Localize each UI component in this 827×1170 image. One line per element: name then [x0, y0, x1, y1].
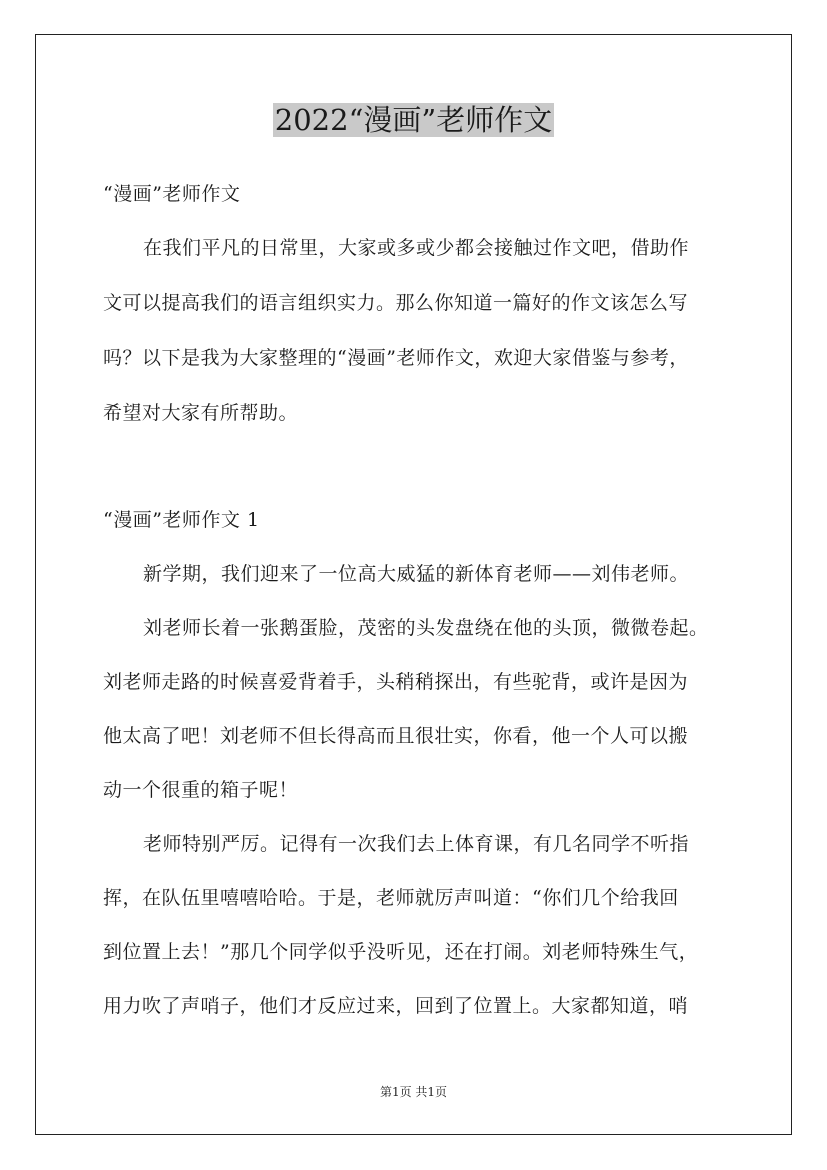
intro-line: 在我们平凡的日常里，大家或多或少都会接触过作文吧，借助作: [143, 237, 690, 259]
body-line: 到位置上去！”那几个同学似乎没听见，还在打闹。刘老师特殊生气，: [103, 941, 699, 963]
intro-line: 吗？以下是我为大家整理的“漫画”老师作文，欢迎大家借鉴与参考，: [103, 347, 689, 369]
intro-line: 希望对大家有所帮助。: [103, 402, 299, 424]
body-line: 用力吹了声哨子，他们才反应过来，回到了位置上。大家都知道，哨: [103, 995, 689, 1017]
section-heading: “漫画”老师作文 1: [103, 509, 260, 531]
document-title-text: 2022“漫画”老师作文: [274, 103, 553, 137]
body-line: 刘老师走路的时候喜爱背着手，头稍稍探出，有些驼背，或许是因为: [103, 671, 689, 693]
page-footer: 第1页 共1页: [379, 1085, 448, 1099]
document-subtitle: “漫画”老师作文: [103, 183, 241, 205]
body-line: 他太高了吧！刘老师不但长得高而且很壮实，你看，他一个人可以搬: [103, 725, 689, 747]
document-title: [0, 100, 827, 140]
body-line: 刘老师长着一张鹅蛋脸，茂密的头发盘绕在他的头顶，微微卷起。: [143, 617, 709, 639]
body-line: 新学期，我们迎来了一位高大威猛的新体育老师——刘伟老师。: [143, 563, 690, 585]
intro-line: 文可以提高我们的语言组织实力。那么你知道一篇好的作文该怎么写: [103, 292, 689, 314]
body-line: 动一个很重的箱子呢！: [103, 779, 299, 801]
body-line: 老师特别严厉。记得有一次我们去上体育课，有几名同学不听指: [143, 833, 690, 855]
body-line: 挥，在队伍里嘻嘻哈哈。于是，老师就厉声叫道：“你们几个给我回: [103, 887, 679, 909]
